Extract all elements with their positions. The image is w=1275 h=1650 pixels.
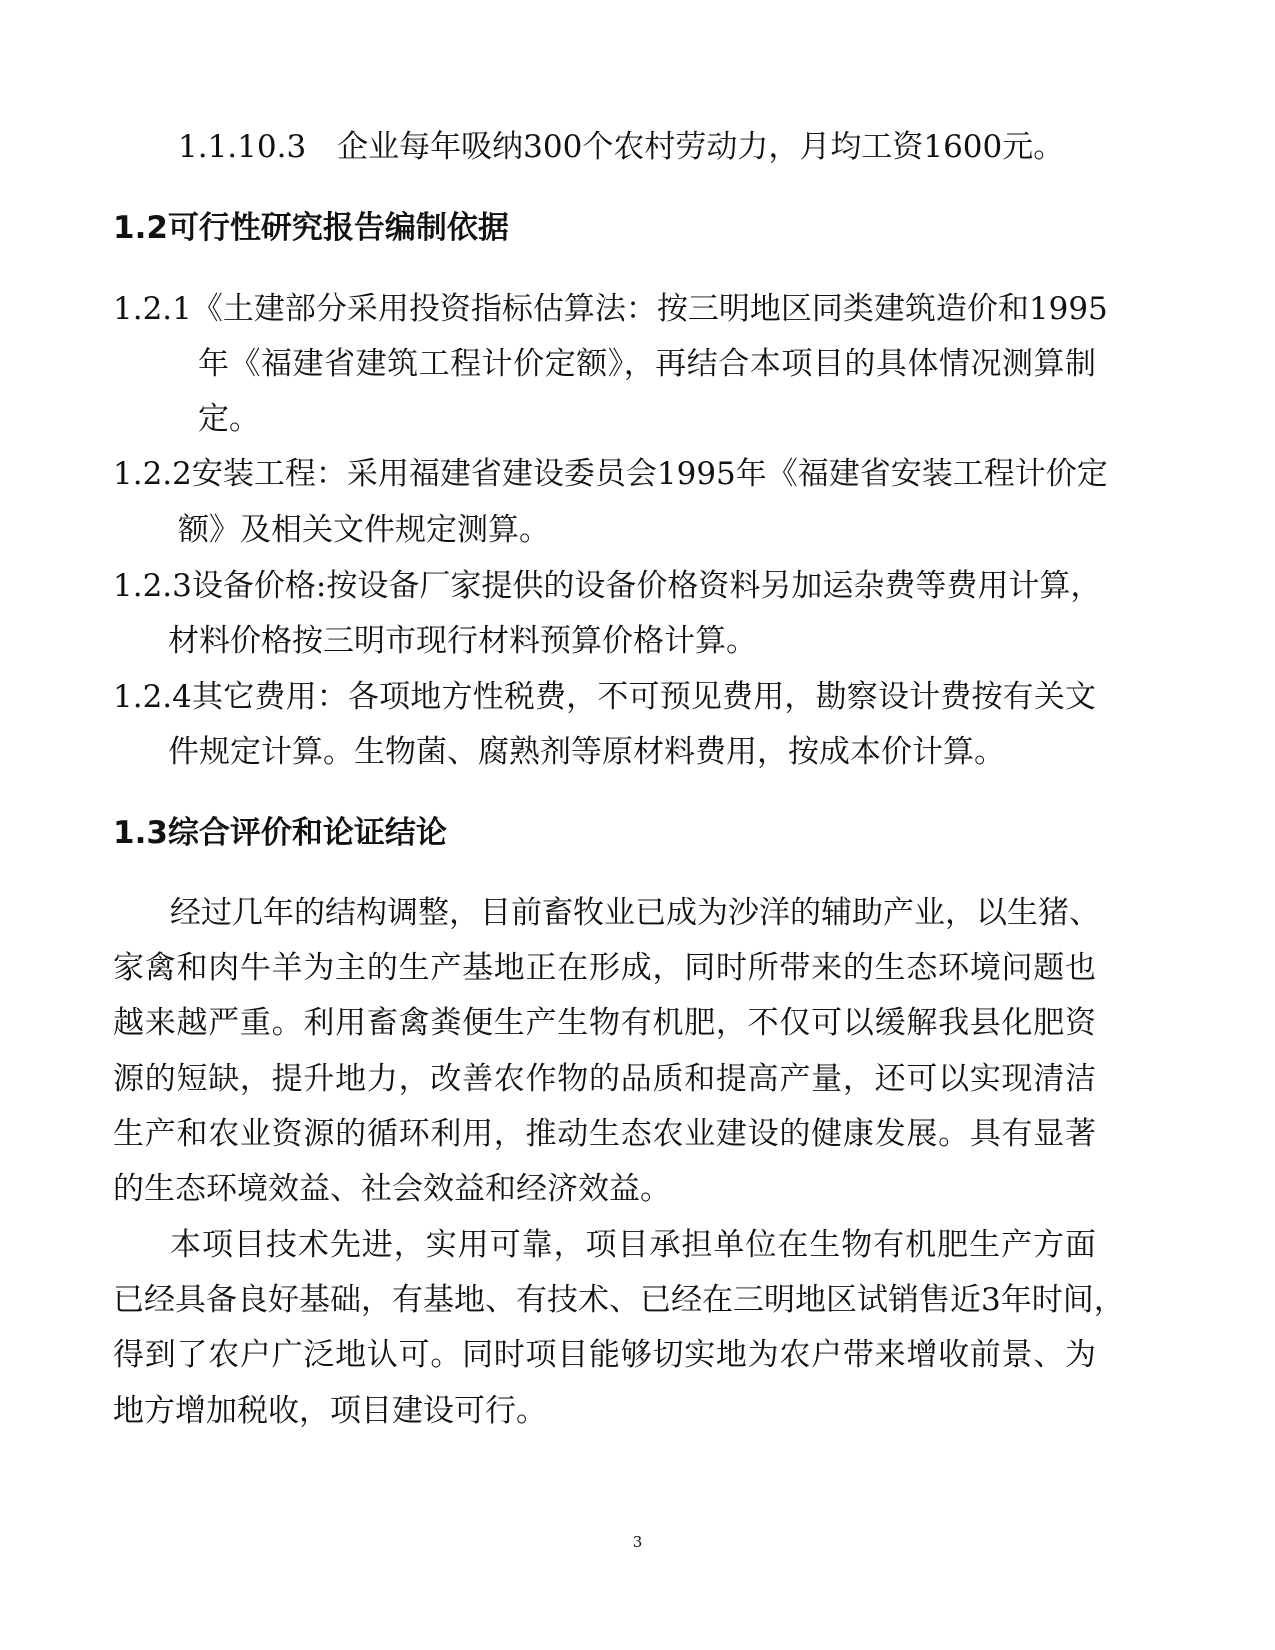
para1-line4: 源的短缺，提升地力，改善农作物的品质和提高产量，还可以实现清洁 xyxy=(113,1061,1096,1097)
item-1-2-4-line2: 件规定计算。生物菌、腐熟剂等原材料费用，按成本价计算。 xyxy=(168,734,1005,770)
item-1-2-1-line2: 年《福建省建筑工程计价定额》，再结合本项目的具体情况测算制 xyxy=(198,346,1096,382)
item-1-2-3-line2: 材料价格按三明市现行材料预算价格计算。 xyxy=(168,623,757,659)
heading-1-3: 1.3综合评价和论证结论 xyxy=(113,815,447,851)
item-1-2-1-line3: 定。 xyxy=(198,401,260,437)
para1-line1: 经过几年的结构调整，目前畜牧业已成为沙洋的辅助产业，以生猪、 xyxy=(170,895,1100,931)
para1-line6: 的生态环境效益、社会效益和经济效益。 xyxy=(113,1171,671,1207)
para2-line2: 已经具备良好基础，有基地、有技术、已经在三明地区试销售近3年时间， xyxy=(113,1282,1125,1318)
item-1-2-1-line1: 1.2.1《土建部分采用投资指标估算法：按三明地区同类建筑造价和1995 xyxy=(113,291,1108,327)
item-1-2-4-line1: 1.2.4其它费用：各项地方性税费，不可预见费用，勘察设计费按有关文 xyxy=(113,679,1096,715)
para2-line3: 得到了农户广泛地认可。同时项目能够切实地为农户带来增收前景、为 xyxy=(113,1337,1096,1373)
para1-line5: 生产和农业资源的循环利用，推动生态农业建设的健康发展。具有显著 xyxy=(113,1116,1096,1152)
item-1-2-2-line1: 1.2.2安装工程：采用福建省建设委员会1995年《福建省安装工程计价定 xyxy=(113,456,1108,492)
para1-line3: 越来越严重。利用畜禽粪便生产生物有机肥，不仅可以缓解我县化肥资 xyxy=(113,1005,1096,1041)
item-1-2-3-line1: 1.2.3设备价格:按设备厂家提供的设备价格资料另加运杂费等费用计算， xyxy=(113,568,1102,604)
heading-1-2: 1.2可行性研究报告编制依据 xyxy=(113,210,509,246)
section-1-1-10-3: 1.1.10.3 企业每年吸纳300个农村劳动力，月均工资1600元。 xyxy=(178,129,1065,165)
para1-line2: 家禽和肉牛羊为主的生产基地正在形成，同时所带来的生态环境问题也 xyxy=(113,950,1096,986)
para2-line1: 本项目技术先进，实用可靠，项目承担单位在生物有机肥生产方面 xyxy=(170,1227,1096,1263)
item-1-2-2-line2: 额》及相关文件规定测算。 xyxy=(178,512,550,548)
para2-line4: 地方增加税收，项目建设可行。 xyxy=(113,1393,547,1429)
page-number: 3 xyxy=(632,1533,643,1551)
